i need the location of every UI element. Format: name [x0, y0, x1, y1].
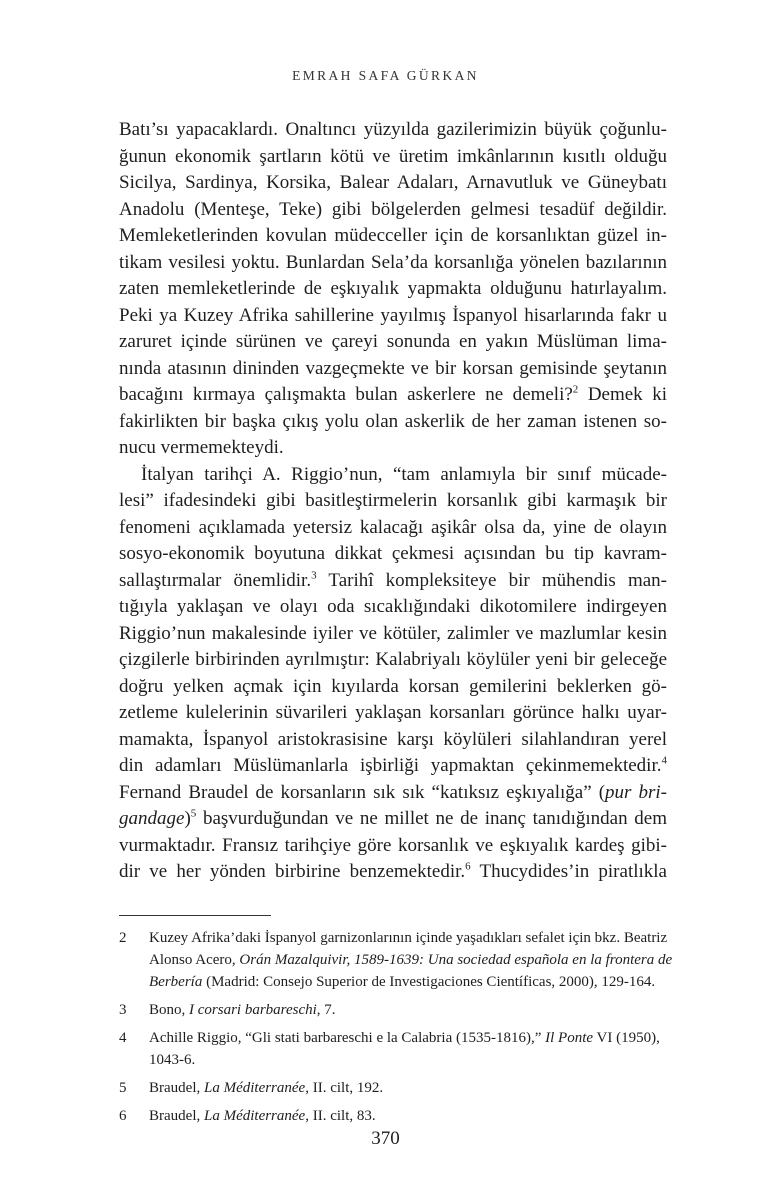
footnote-ref[interactable]: 3 — [311, 569, 317, 582]
text-line: çizgilerle birbirinden ayrılmıştır: Kalabriyalı köylüler yeni bir geleceğe — [119, 649, 667, 670]
text-line: Riggio’nun makalesinde iyiler ve kötüler, zalimler ve mazlumlar kesin — [119, 622, 667, 644]
text-line — [119, 568, 667, 595]
text-line: tığıyla yaklaşan ve olayı oda sıcaklığındaki dikotomilere indirgeyen — [119, 596, 667, 617]
text-segment: VI (1950), — [593, 1030, 660, 1046]
text-segment: Bono, — [149, 1002, 190, 1018]
text-line: vurmaktadır. Fransız tarihçiye göre korsanlık ve eşkıyalık kardeş gibi- — [119, 834, 667, 856]
footnote-line — [149, 1027, 669, 1049]
text-line: Anadolu (Menteşe, Teke) gibi bölgelerden gelmesi tesadüf değildir. — [119, 198, 667, 220]
text-line: ğunun ekonomik şartların kötü ve üretim imkânlarının kısıtlı olduğu — [119, 145, 667, 167]
footnote — [119, 927, 673, 993]
text-segment: Braudel, — [149, 1108, 204, 1124]
footnote-ref[interactable]: 4 — [661, 754, 667, 767]
footnote-text — [149, 1027, 669, 1071]
footnote-number: 6 — [119, 1108, 127, 1124]
text-line: lesi” ifadesindeki gibi basitleştirmelerin korsanlık gibi karmaşık bir — [119, 490, 667, 511]
italic-title: Berbería — [149, 974, 203, 990]
footnotes — [119, 927, 673, 1133]
text-line: Memleketlerinden kovulan müdecceller için de korsanlıktan güzel in- — [119, 225, 667, 246]
text-segment: bacağını kırmaya çalışmakta bulan askerlere ne demeli? — [119, 384, 573, 405]
footnote-line: 1043-6. — [149, 1052, 196, 1068]
text-line: zetleme kulelerinin süvarileri yaklaşan korsanları görünce halkı uyar- — [119, 702, 667, 723]
text-segment: ) — [184, 808, 191, 829]
text-segment: dir ve her yönden birbirine benzemektedir. — [119, 861, 466, 882]
text-line: nında atasının dininden vazgeçmekte ve bir korsan gemisinde şeytanın — [119, 357, 667, 379]
text-line: doğru yelken açmak için kıyılarda korsan gemilerini beklerken gö- — [119, 675, 667, 697]
text-line: Batı’sı yapacaklardı. Onaltıncı yüzyılda gazilerimizin büyük çoğunlu- — [119, 119, 667, 140]
text-segment: Alonso Acero, — [149, 952, 240, 968]
text-segment: Braudel, — [149, 1080, 204, 1096]
text-segment: Thucydides’in piratlıkla — [470, 861, 667, 882]
text-segment: , II. cilt, 83. — [305, 1108, 376, 1124]
italic-title: La Méditerranée — [203, 1108, 306, 1124]
italic-title: Orán Mazalquivir, 1589-1639: Una sociedad española en la frontera de — [239, 952, 673, 968]
text-line — [119, 859, 667, 886]
text-segment: din adamları Müslümanlarla işbirliği yapmaktan çekinmemektedir. — [119, 755, 662, 776]
text-line: Sicilya, Sardinya, Korsika, Balear Adaları, Arnavutluk ve Güneybatı — [119, 172, 667, 193]
italic-term: pur bri- — [605, 781, 667, 803]
text-line: zaruret içinde sürünen ve çareyi sonunda en yakın Müslüman lima- — [119, 331, 667, 352]
footnote-text — [149, 1077, 669, 1099]
footnote-ref[interactable]: 6 — [465, 860, 471, 873]
italic-title: I corsari barbareschi — [189, 1002, 317, 1018]
text-line: zaten memleketlerinde de eşkıyalık yapmakta olduğunu hatırlayalım. — [119, 278, 667, 299]
footnote-line — [149, 949, 672, 971]
footnote-ref[interactable]: 2 — [572, 383, 579, 396]
text-segment: Tarihî kompleksiteye bir mühendis man- — [316, 569, 667, 591]
footnote — [119, 1027, 669, 1071]
italic-title: La Méditerranée — [203, 1080, 306, 1096]
text-line — [119, 780, 667, 807]
text-segment: Fernand Braudel de korsanların sık sık “katıksız eşkıyalığa” ( — [119, 781, 606, 803]
text-line: İtalyan tarihçi A. Riggio’nun, “tam anlamıyla bir sınıf mücade- — [141, 463, 667, 485]
text-line — [119, 806, 667, 833]
footnote-line — [149, 971, 672, 993]
text-segment: Achille Riggio, “Gli stati barbareschi e la Calabria (1535-1816),” — [149, 1030, 546, 1046]
text-line: fakirlikten bir başka çıkış yolu olan askerlik de her zaman istenen so- — [119, 410, 667, 432]
text-segment: , 7. — [316, 1002, 336, 1018]
text-segment: , II. cilt, 192. — [305, 1080, 384, 1096]
text-segment: Demek ki — [578, 384, 667, 405]
text-line: mamakta, İspanyol aristokrasisine karşı köylüleri silahlandıran yerel — [119, 728, 667, 750]
footnote — [119, 1077, 669, 1099]
footnote-number: 4 — [119, 1030, 127, 1046]
footnote-line: Kuzey Afrika’daki İspanyol garnizonlarının içinde yaşadıkları sefalet için bkz. Beatriz — [149, 930, 668, 946]
footnote-text — [149, 1105, 669, 1127]
text-segment: (Madrid: Consejo Superior de Investigaciones Científicas, 2000), 129-164. — [202, 974, 656, 990]
footnote-number: 2 — [119, 930, 127, 946]
text-segment: sallaştırmalar önemlidir. — [119, 569, 312, 591]
footnote-ref[interactable]: 5 — [190, 807, 197, 820]
text-line — [119, 753, 667, 780]
footnote-text — [149, 999, 669, 1021]
footnote-number: 3 — [119, 1002, 127, 1018]
text-line — [119, 382, 667, 409]
page-number: 370 — [371, 1128, 400, 1149]
text-line: fenomeni açıklamada yetersiz kalacağı aşikâr olsa da, yine de olayın — [119, 516, 667, 538]
footnote-separator — [119, 915, 271, 916]
text-line: sosyo-ekonomik boyutuna dikkat çekmesi açısından bu tip kavram- — [119, 543, 667, 564]
running-header: EMRAH SAFA GÜRKAN — [292, 68, 479, 83]
footnote — [119, 1105, 669, 1127]
footnote-text — [149, 927, 672, 993]
text-line: Peki ya Kuzey Afrika sahillerine yayılmış İspanyol hisarlarında fakr u — [119, 304, 667, 326]
footnote-line — [149, 1105, 669, 1127]
text-line: tikam vesilesi yoktu. Bunlardan Sela’da korsanlığa yönelen bazılarının — [119, 251, 667, 273]
footnote — [119, 999, 669, 1021]
text-segment: başvurduğundan ve ne millet ne de inanç tanıdığından dem — [196, 808, 667, 829]
main-text — [119, 117, 667, 886]
footnote-number: 5 — [119, 1080, 127, 1096]
footnote-line — [149, 999, 669, 1021]
italic-term: gandage — [119, 808, 185, 829]
text-line: nucu vermemekteydi. — [119, 437, 284, 458]
italic-title: Il Ponte — [545, 1030, 594, 1046]
footnote-line — [149, 1077, 669, 1099]
